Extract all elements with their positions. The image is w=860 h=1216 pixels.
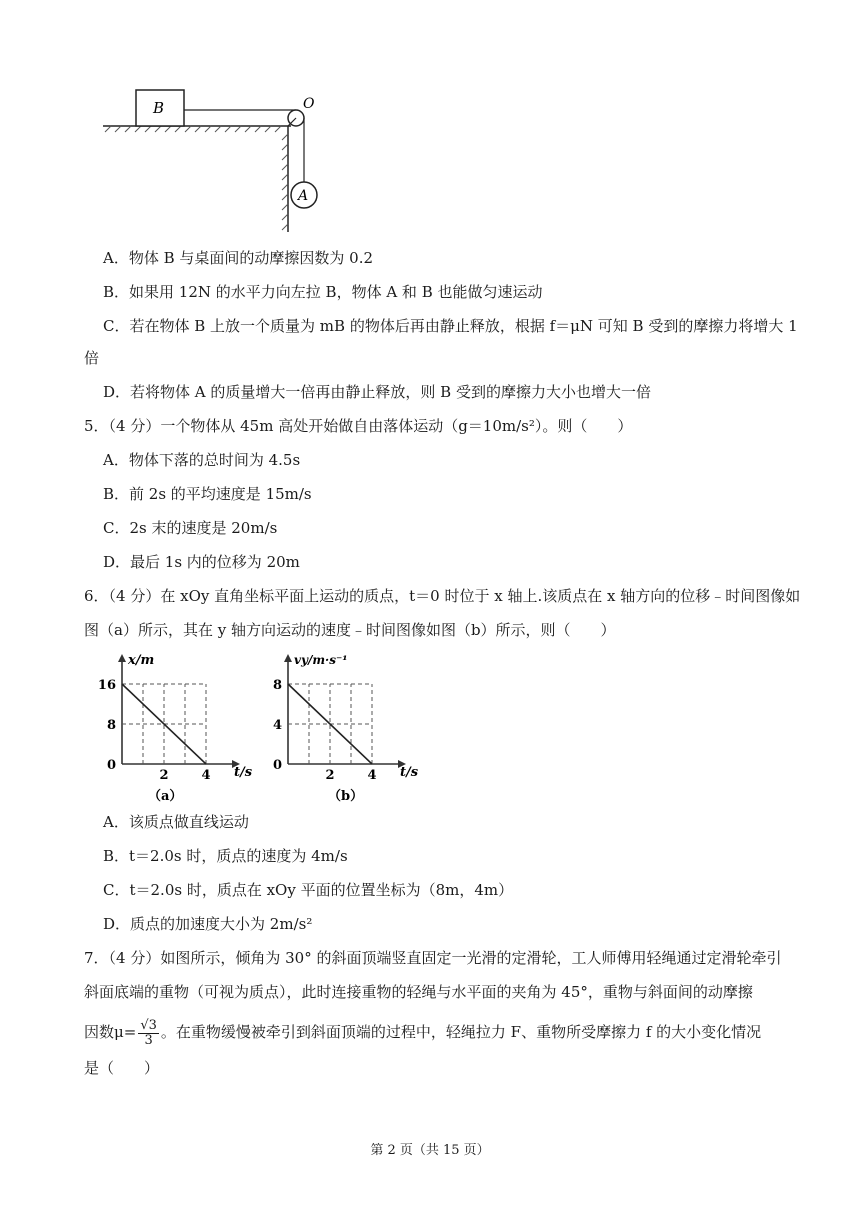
graph-b-ytick-4: 4 xyxy=(272,718,282,733)
graph-b-xtick-4: 4 xyxy=(367,768,377,783)
q6-option-b: B．t＝2.0s 时，质点的速度为 4m/s xyxy=(103,847,348,865)
label-a: A xyxy=(298,188,309,204)
q4-option-b: B．如果用 12N 的水平力向左拉 B，物体 A 和 B 也能做匀速运动 xyxy=(103,283,543,301)
graph-b xyxy=(266,646,436,806)
graph-b-ytick-0: 0 xyxy=(272,758,282,773)
frac-denominator: 3 xyxy=(144,1032,153,1048)
q4-option-a: A．物体 B 与桌面间的动摩擦因数为 0.2 xyxy=(103,249,374,267)
graph-a-xlabel: t/s xyxy=(234,765,253,780)
q7-line-3 xyxy=(84,1016,761,1048)
q7-line-3-post: 。在重物缓慢被牵引到斜面顶端的过程中，轻绳拉力 F、重物所受摩擦力 f 的大小变化情况 xyxy=(160,1023,762,1041)
graph-a-ytick-0: 0 xyxy=(106,758,116,773)
label-b: B xyxy=(153,99,165,117)
graph-a-xtick-4: 4 xyxy=(201,768,211,783)
pulley-figure xyxy=(95,80,335,236)
graph-b-caption: （b） xyxy=(328,789,364,804)
graph-a-ylabel: x/m xyxy=(128,653,155,668)
graph-a-caption: （a） xyxy=(148,789,183,804)
q7-line-4: 是（ ） xyxy=(84,1059,160,1077)
q5-stem: 5．（4 分）一个物体从 45m 高处开始做自由落体运动（g＝10m/s²）。则（ ） xyxy=(84,417,633,435)
q4-option-c: C．若在物体 B 上放一个质量为 mB 的物体后再由静止释放，根据 f＝μN 可知 B 受到的摩擦力将增大 1 xyxy=(103,317,798,335)
graph-b-y-arrow xyxy=(284,654,292,662)
q6-option-a: A．该质点做直线运动 xyxy=(103,813,249,831)
graph-a xyxy=(97,646,270,806)
graph-a-ytick-8: 8 xyxy=(106,718,116,733)
graph-b-ytick-8: 8 xyxy=(272,678,282,693)
page-footer: 第 2 页（共 15 页） xyxy=(370,1143,490,1158)
label-o: O xyxy=(303,96,315,112)
q6-option-c: C．t＝2.0s 时，质点在 xOy 平面的位置坐标为（8m，4m） xyxy=(103,881,514,899)
mu-fraction xyxy=(138,1019,159,1048)
q7-line-3-pre: 因数μ= xyxy=(84,1023,137,1041)
q5-option-d: D．最后 1s 内的位移为 20m xyxy=(103,553,300,571)
q7-line-2: 斜面底端的重物（可视为质点），此时连接重物的轻绳与水平面的夹角为 45°，重物与斜面间的动摩擦 xyxy=(84,983,753,1001)
q5-option-b: B．前 2s 的平均速度是 15m/s xyxy=(103,485,312,503)
q5-option-c: C．2s 末的速度是 20m/s xyxy=(103,519,278,537)
q6-option-d: D．质点的加速度大小为 2m/s² xyxy=(103,915,313,933)
graph-a-ytick-16: 16 xyxy=(97,678,116,693)
q4-option-d: D．若将物体 A 的质量增大一倍再由静止释放，则 B 受到的摩擦力大小也增大一倍 xyxy=(103,383,651,401)
q6-stem-1: 6．（4 分）在 xOy 直角坐标平面上运动的质点，t＝0 时位于 x 轴上.该质点在 x 轴方向的位移﹣时间图像如 xyxy=(84,587,801,605)
graph-a-y-arrow xyxy=(118,654,126,662)
graph-b-ylabel: vy/m·s⁻¹ xyxy=(294,653,348,667)
graph-b-xtick-2: 2 xyxy=(325,768,335,783)
frac-numerator: √3 xyxy=(140,1017,157,1033)
q6-stem-2: 图（a）所示，其在 y 轴方向运动的速度﹣时间图像如图（b）所示，则（ ） xyxy=(84,621,616,639)
graph-a-xtick-2: 2 xyxy=(159,768,169,783)
q5-option-a: A．物体下落的总时间为 4.5s xyxy=(103,451,301,469)
q4-option-c-cont: 倍 xyxy=(84,349,100,367)
q7-line-1: 7．（4 分）如图所示，倾角为 30° 的斜面顶端竖直固定一光滑的定滑轮，工人师傅用轻绳通过定滑轮牵引 xyxy=(84,949,782,967)
graph-b-xlabel: t/s xyxy=(400,765,419,780)
